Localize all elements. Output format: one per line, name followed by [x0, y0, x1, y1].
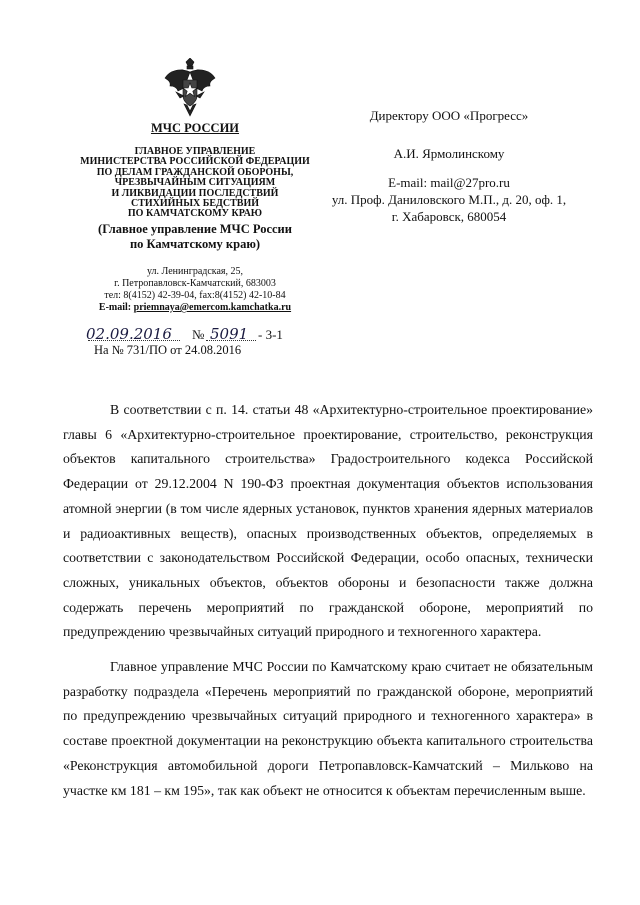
- address-city: г. Петропавловск-Камчатский, 683003: [114, 278, 276, 289]
- short-name-line: по Камчатскому краю): [129, 237, 261, 251]
- department-line: ПО КАМЧАТСКОМУ КРАЮ: [127, 208, 263, 220]
- address-phone: тел: 8(4152) 42-39-04, fax:8(4152) 42-10-84: [104, 290, 286, 301]
- sender-email: [60, 302, 330, 314]
- department-line: ЧРЕЗВЫЧАЙНЫМ СИТУАЦИЯМ: [114, 177, 276, 189]
- number-suffix: - 3-1: [258, 327, 283, 342]
- handwritten-number: 5091: [210, 325, 249, 343]
- handwritten-date: 02.09.2016: [86, 325, 172, 343]
- org-name: МЧС РОССИИ: [150, 121, 240, 135]
- department-name: [60, 147, 330, 220]
- registration-line: [86, 325, 316, 343]
- email-label: E-mail:: [98, 302, 132, 313]
- department-line: ГЛАВНОЕ УПРАВЛЕНИЕ: [134, 146, 256, 157]
- paragraph-1: В соответствии с п. 14. статьи 48 «Архитектурно-строительное проектирование» главы 6 «Архитектурно-строительное проектирование, строительство, реконструкция объектов капитального строительства» Градостроительного кодекса Российской Федерации от 29.12.2004 N 190-ФЗ проектная документация объектов использования атомной энергии (в том числе ядерных установок, пунктов хранения ядерных материалов и радиоактивных веществ), опасных производственных объектов, определяемых в соответствии с законодательством Российской Федерации, особо опасных, технически сложных, уникальных объектов, объектов обороны и безопасности также должна содержать перечень мероприятий по гражданской обороне, мероприятий по предупреждению чрезвычайных ситуаций природного и техногенного характера.: [63, 402, 593, 640]
- short-name-line: (Главное управление МЧС России: [98, 222, 292, 236]
- recipient-city: г. Хабаровск, 680054: [391, 209, 507, 224]
- department-line: И ЛИКВИДАЦИИ ПОСЛЕДСТВИЙ: [111, 187, 279, 199]
- number-label: №: [192, 327, 205, 342]
- department-line: ПО ДЕЛАМ ГРАЖДАНСКОЙ ОБОРОНЫ,: [96, 166, 294, 178]
- recipient-street: ул. Проф. Даниловского М.П., д. 20, оф. 1,: [331, 192, 567, 207]
- paragraph-2: Главное управление МЧС России по Камчатскому краю считает не обязательным разработку подраздела «Перечень мероприятий по гражданской обороне, мероприятий по предупреждению чрезвычайных ситуаций природного и техногенного характера» в составе проектной документации на реконструкцию объекта капитального строительства «Реконструкция автомобильной дороги Петропавловск-Камчатский – Мильково на участке км 181 – км 195», так как объект не относится к объектам перечисленным выше.: [63, 659, 593, 798]
- recipient-email: E-mail: mail@27pro.ru: [388, 175, 510, 190]
- letter-body: [63, 398, 593, 803]
- email-link[interactable]: priemnaya@emercom.kamchatka.ru: [133, 302, 292, 313]
- address-street: ул. Ленинградская, 25,: [146, 266, 244, 277]
- department-line: СТИХИЙНЫХ БЕДСТВИЙ: [130, 198, 260, 210]
- recipient-title: Директору ООО «Прогресс»: [369, 108, 529, 123]
- emercom-emblem-icon: [162, 58, 218, 118]
- department-line: МИНИСТЕРСТВА РОССИЙСКОЙ ФЕДЕРАЦИИ: [80, 156, 310, 168]
- recipient-name: А.И. Ярмолинскому: [393, 146, 505, 161]
- reply-reference: На № 731/ПО от 24.08.2016: [94, 343, 242, 357]
- sender-address: [60, 266, 330, 314]
- short-org-name: [60, 222, 330, 252]
